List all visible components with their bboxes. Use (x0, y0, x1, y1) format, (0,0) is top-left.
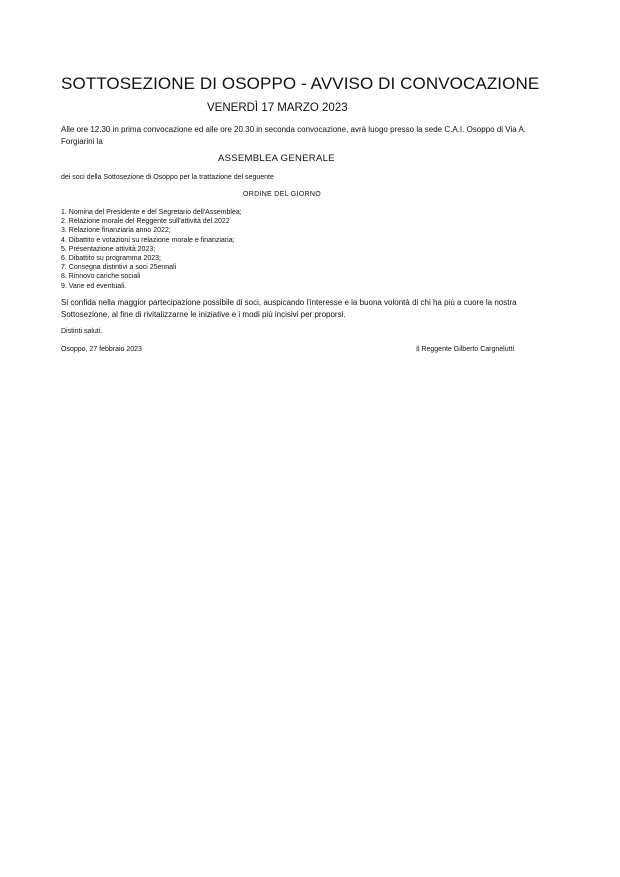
agenda-item: 4. Dibattito e votazioni su relazione morale e finanziaria; (61, 236, 235, 244)
closing-paragraph: Si confida nella maggior partecipazione possibile di soci, auspicando l'interesse e la buona volontà di chi ha più a cuore la nostra Sottosezione, al fine di rivitalizzarne le iniziative e i modi più incisivi per proporsi. (61, 298, 517, 319)
agenda-item: 3. Relazione finanziaria anno 2022; (61, 227, 171, 235)
agenda-item: 6. Dibattito su programma 2023; (61, 255, 161, 263)
greeting: Distinti saluti. (61, 328, 103, 335)
members-line: dei soci della Sottosezione di Osoppo per la trattazione del seguente (61, 174, 274, 181)
signature: Il Reggente Gilberto Cargnelutti (416, 346, 515, 353)
agenda-list (61, 208, 242, 291)
place-date: Osoppo, 27 febbraio 2023 (61, 346, 142, 353)
agenda-item: 8. Rinnovo cariche sociali (61, 273, 141, 281)
agenda-item: 1. Nomina del Presidente e del Segretario dell'Assemblea; (61, 209, 242, 216)
agenda-item: 9. Varie ed eventuali. (61, 282, 127, 290)
agenda-heading: ORDINE DEL GIORNO (243, 191, 321, 198)
agenda-item: 5. Presentazione attività 2023; (61, 245, 156, 253)
agenda-item: 7. Consegna distintivi a soci 25ennali (61, 264, 177, 272)
intro-paragraph: Alle ore 12.30 in prima convocazione ed alle ore 20.30 in seconda convocazione, avrà luogo presso la sede C.A.I. Osoppo di Via A. Forgiarini la (61, 125, 527, 146)
agenda-item: 2. Relazione morale del Reggente sull'attività del 2022 (61, 218, 230, 226)
assembly-title: ASSEMBLEA GENERALE (218, 153, 335, 164)
meeting-date: VENERDÌ 17 MARZO 2023 (207, 102, 348, 114)
document-title: SOTTOSEZIONE DI OSOPPO - AVVISO DI CONVOCAZIONE (61, 74, 540, 93)
